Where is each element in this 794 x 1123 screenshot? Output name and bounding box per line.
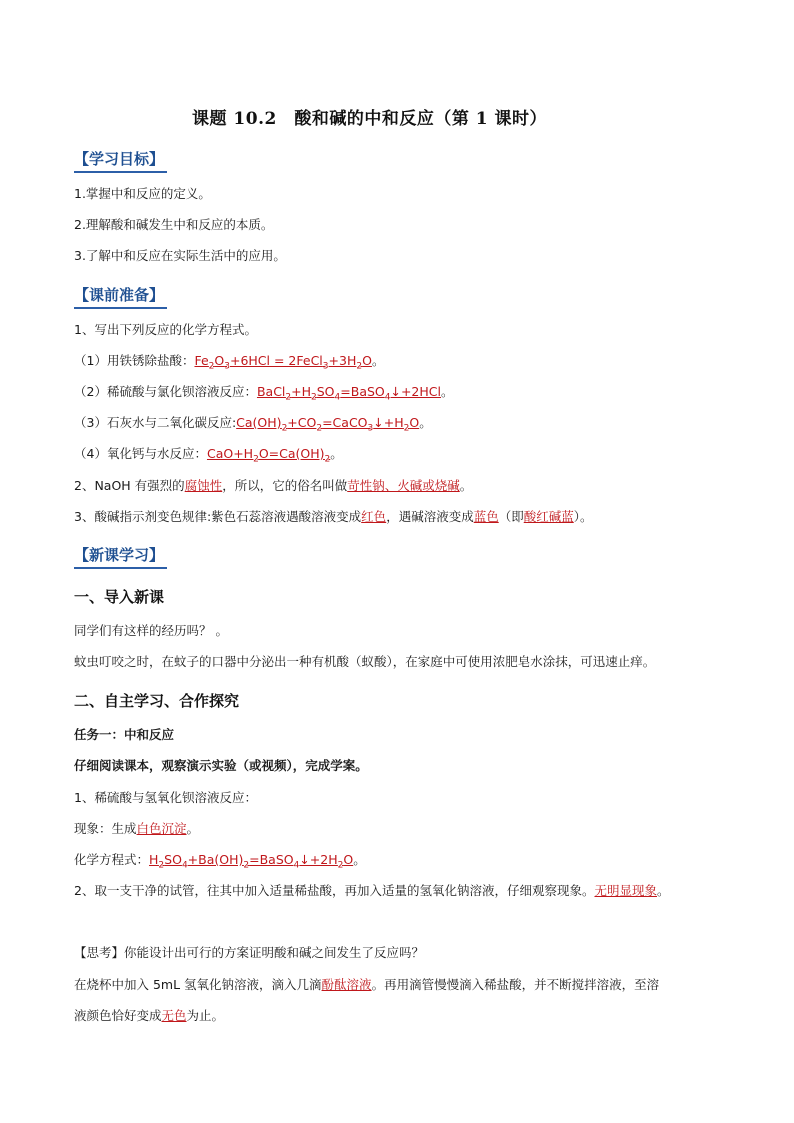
answer-blank: 无色 bbox=[161, 1008, 187, 1023]
reaction-line-1: （1）用铁锈除盐酸：$Fe_2O_3+6HCl$ = $2FeCl_3+3H_2O$。 bbox=[74, 353, 385, 372]
answer-equation: $Ca(OH)_2+CO_2=CaCO_3↓+H_2O$ bbox=[236, 415, 420, 434]
answer-blank: 红色 bbox=[361, 509, 387, 524]
reaction-line-4: （4）氧化钙与水反应：$CaO+H_2O=Ca(OH)_2$。 bbox=[74, 446, 343, 465]
reaction-label: （2）稀硫酸与氯化钡溶液反应： bbox=[74, 384, 257, 399]
equation-line: 化学方程式：$H_2SO_4+Ba(OH)_2=BaSO_4↓+2H_2O$。 bbox=[74, 852, 366, 871]
answer-equation: $Fe_2O_3+6HCl$ = $2FeCl_3+3H_2O$ bbox=[194, 353, 372, 372]
answer-blank: 蓝色 bbox=[473, 509, 499, 524]
part-heading-explore: 二、自主学习、合作探究 bbox=[74, 692, 240, 710]
answer-blank: 无明显现象 bbox=[594, 883, 657, 898]
think-answer-line: 在烧杯中加入 5mL 氢氧化钠溶液，滴入几滴酚酞溶液。再用滴管慢慢滴入稀盐酸，并不断搅拌溶液，至溶 bbox=[74, 977, 660, 992]
reaction-line-2: （2）稀硫酸与氯化钡溶液反应：$BaCl_2+H_2SO_4=BaSO_4↓+2HCl$。 bbox=[74, 384, 454, 403]
answer-equation: $BaCl_2+H_2SO_4=BaSO_4↓+2HCl$ bbox=[256, 384, 441, 403]
page-title: 课题 10.2 酸和碱的中和反应（第 1 课时） bbox=[192, 109, 547, 129]
section-heading-prep: 【课前准备】 bbox=[74, 284, 167, 309]
answer-equation: $H_2SO_4+Ba(OH)_2=BaSO_4↓+2H_2O$ bbox=[149, 852, 354, 871]
intro-line: 蚊虫叮咬之时，在蚊子的口器中分泌出一种有机酸（蚁酸），在家庭中可使用浓肥皂水涂抹，可迅速止痒。 bbox=[74, 654, 656, 669]
reaction-label: （1）用铁锈除盐酸： bbox=[74, 353, 195, 368]
phenomenon-line: 现象：生成白色沉淀。 bbox=[74, 821, 200, 836]
prep-question-1: 1、写出下列反应的化学方程式。 bbox=[74, 322, 257, 337]
goal-item: 3.了解中和反应在实际生活中的应用。 bbox=[74, 248, 286, 263]
goal-item: 2.理解酸和碱发生中和反应的本质。 bbox=[74, 217, 274, 232]
answer-blank: 苛性钠、火碱或烧碱 bbox=[347, 478, 460, 493]
task-instruction: 仔细阅读课本，观察演示实验（或视频），完成学案。 bbox=[74, 758, 368, 773]
answer-blank: 酚酞溶液 bbox=[321, 977, 372, 992]
reaction-label: （4）氧化钙与水反应： bbox=[74, 446, 207, 461]
goal-item: 1.掌握中和反应的定义。 bbox=[74, 186, 211, 201]
think-question: 【思考】你能设计出可行的方案证明酸和碱之间发生了反应吗？ bbox=[74, 945, 425, 960]
reaction-label: （3）石灰水与二氧化碳反应: bbox=[74, 415, 237, 430]
experiment-step-2: 2、取一支干净的试管，往其中加入适量稀盐酸，再加入适量的氢氧化钠溶液，仔细观察现象。无明显现象。 bbox=[74, 883, 670, 898]
prep-question-3: 3、酸碱指示剂变色规律:紫色石蕊溶液遇酸溶液变成红色，遇碱溶液变成蓝色（即酸红碱蓝）。 bbox=[74, 509, 593, 524]
section-heading-new-lesson: 【新课学习】 bbox=[74, 544, 167, 569]
section-heading-goals: 【学习目标】 bbox=[74, 148, 167, 173]
part-heading-intro: 一、导入新课 bbox=[74, 588, 165, 606]
intro-line: 同学们有这样的经历吗？ 。 bbox=[74, 623, 228, 638]
experiment-step-1: 1、稀硫酸与氢氧化钡溶液反应： bbox=[74, 790, 257, 805]
reaction-line-3: （3）石灰水与二氧化碳反应$:Ca(OH)_2+CO_2=CaCO_3↓+H_2O$。 bbox=[74, 415, 432, 434]
answer-blank: 酸红碱蓝 bbox=[523, 509, 574, 524]
answer-equation: $CaO+H_2O=Ca(OH)_2$ bbox=[206, 446, 331, 465]
task-heading: 任务一：中和反应 bbox=[74, 727, 175, 742]
prep-question-2: 2、NaOH 有强烈的腐蚀性，所以，它的俗名叫做苛性钠、火碱或烧碱。 bbox=[74, 478, 473, 493]
think-answer-line: 液颜色恰好变成无色为止。 bbox=[74, 1008, 225, 1023]
answer-blank: 白色沉淀 bbox=[136, 821, 187, 836]
answer-blank: 腐蚀性 bbox=[184, 478, 223, 493]
